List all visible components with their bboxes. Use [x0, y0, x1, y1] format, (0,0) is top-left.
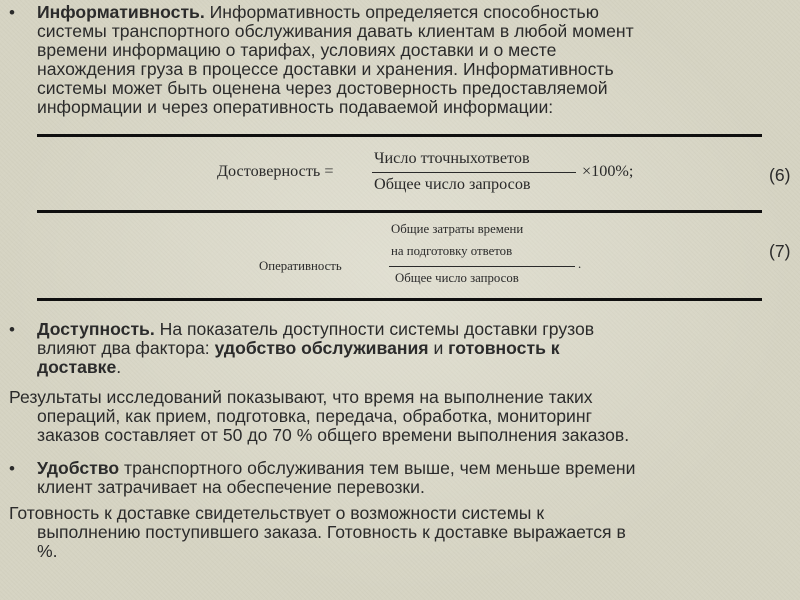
divider-rule [37, 134, 762, 137]
paragraph-research: Результаты исследований показывают, что время на выполнение таких операций, как прием, подготовка, передача, обработка, мониторинг заказов составляет от 50 до 70 % общего времени выполнения заказов. [9, 387, 630, 445]
term-informativeness: Информативность. [37, 2, 205, 22]
paragraph-informativeness: Информативность. Информативность определяется способностью системы транспортного обслуживания давать клиентам в любой момент времени информацию о тарифах, условиях доставки и о месте нахождения груза в процессе доставки и хранения. Информативность системы может быть оценена через достоверность предоставляемой информации и через оперативность подаваемой информации: [37, 2, 634, 117]
equation-number: (7) [769, 241, 791, 261]
formula-lhs: Достоверность = [217, 162, 334, 180]
formula-denominator: Общее число запросов [395, 271, 519, 285]
formula-tail: ×100%; [582, 162, 634, 180]
formula-numerator: на подготовку ответов [391, 244, 513, 258]
formula-denominator: Общее число запросов [374, 175, 531, 193]
paragraph-convenience: Удобство транспортного обслуживания тем выше, чем меньше времени клиент затрачивает на обеспечение перевозки. [37, 458, 636, 497]
paragraph-accessibility: Доступность. На показатель доступности системы доставки грузов влияют два фактора: удобство обслуживания и готовность к доставке. [37, 319, 595, 377]
fraction-bar [389, 266, 575, 267]
formula-numerator: Число тточныхответов [374, 149, 530, 167]
divider-rule [37, 298, 762, 301]
formula-numerator: Общие затраты времени [391, 222, 524, 236]
fraction-bar [372, 172, 576, 173]
bullet-marker: • [9, 3, 15, 22]
formula-tail: . [578, 257, 582, 271]
term-accessibility: Доступность. [37, 319, 155, 339]
equation-number: (6) [769, 165, 791, 185]
term-convenience: Удобство [37, 458, 120, 478]
paragraph-readiness: Готовность к доставке свидетельствует о возможности системы к выполнению поступившего заказа. Готовность к доставке выражается в %. [9, 503, 626, 561]
formula-lhs: Оперативность [259, 259, 342, 273]
bullet-marker: • [9, 320, 15, 339]
bullet-marker: • [9, 459, 15, 478]
divider-rule [37, 210, 762, 213]
